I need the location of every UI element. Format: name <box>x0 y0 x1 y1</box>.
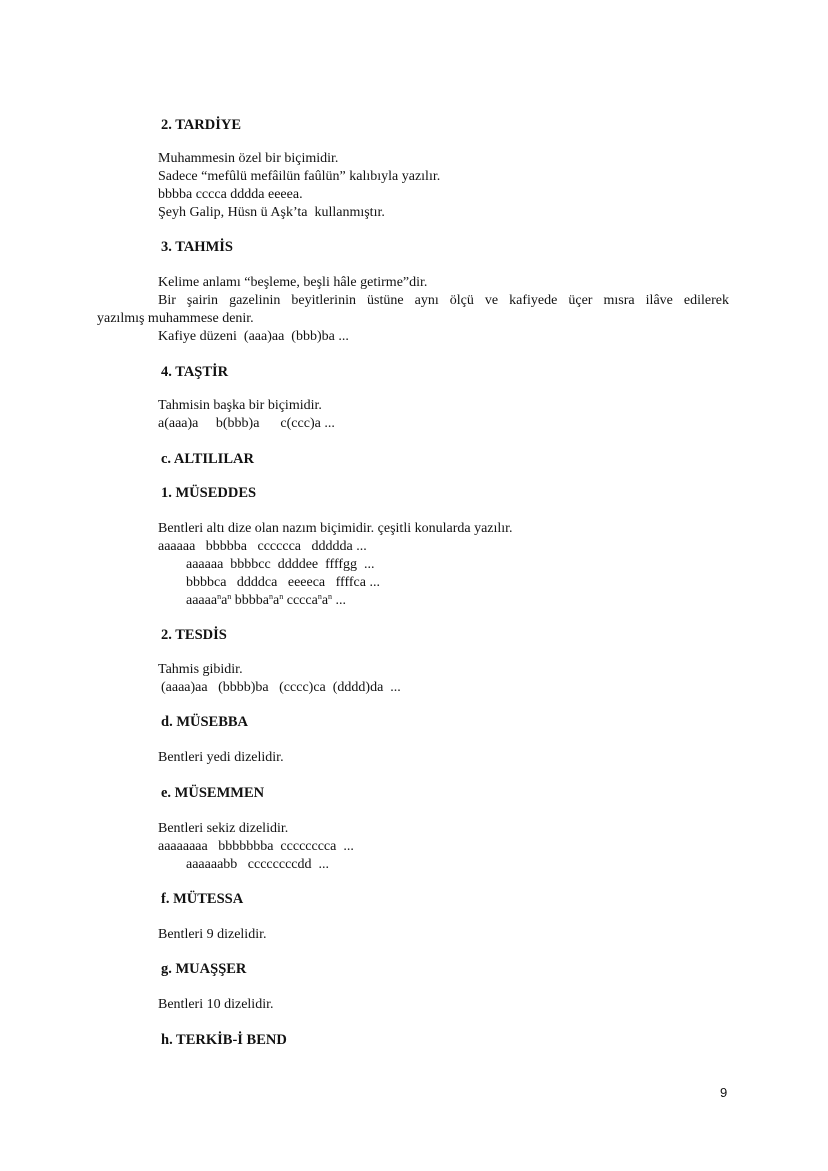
text-line: aaaaaaaa bbbbbbba cccccccca ... <box>158 839 354 854</box>
superscript: n <box>328 592 333 601</box>
heading-terkib-i-bend: h. TERKİB-İ BEND <box>161 1032 287 1048</box>
text-segment: a <box>321 593 329 608</box>
superscript: n <box>269 592 274 601</box>
text-line: Bentleri 9 dizelidir. <box>158 927 267 942</box>
text-line: Tahmisin başka bir biçimidir. <box>158 398 322 413</box>
superscript: n <box>217 592 222 601</box>
text-segment: ... <box>332 593 347 608</box>
heading-museddes: 1. MÜSEDDES <box>161 485 257 501</box>
page-number: 9 <box>720 1085 728 1100</box>
text-line: Kelime anlamı “beşleme, beşli hâle getirme”dir. <box>158 275 428 290</box>
text-line: Muhammesin özel bir biçimidir. <box>158 151 339 166</box>
heading-musebba: d. MÜSEBBA <box>161 714 249 730</box>
rhyme-scheme-superscript-line <box>186 592 346 610</box>
text-segment: bbbba <box>231 593 270 608</box>
heading-musemmen: e. MÜSEMMEN <box>161 785 265 801</box>
text-line: Kafiye düzeni (aaa)aa (bbb)ba ... <box>158 329 349 344</box>
text-segment: aaaaa <box>186 593 218 608</box>
heading-tesdis: 2. TESDİS <box>161 627 227 643</box>
text-line: aaaaaabb ccccccccdd ... <box>186 857 329 872</box>
heading-tastir: 4. TAŞTİR <box>161 364 229 380</box>
text-line: Sadece “mefûlü mefâilün faûlün” kalıbıyla yazılır. <box>158 169 441 184</box>
text-line: Bentleri yedi dizelidir. <box>158 750 284 765</box>
text-line: aaaaaa bbbbba cccccca ddddda ... <box>158 539 367 554</box>
heading-tahmis: 3. TAHMİS <box>161 239 233 255</box>
text-segment: a <box>273 593 280 608</box>
text-segment: cccca <box>283 593 318 608</box>
text-line: Bir şairin gazelinin beyitlerinin üstüne aynı ölçü ve kafiyede üçer mısra ilâve edilerek <box>158 293 729 308</box>
superscript: n <box>317 592 322 601</box>
text-line: bbbbca ddddca eeeeca ffffca ... <box>186 575 380 590</box>
text-line: Şeyh Galip, Hüsn ü Aşk’ta kullanmıştır. <box>158 205 385 220</box>
superscript: n <box>279 592 284 601</box>
heading-muasser: g. MUAŞŞER <box>161 961 247 977</box>
text-line: aaaaaa bbbbcc ddddee ffffgg ... <box>186 557 375 572</box>
heading-altililar: c. ALTILILAR <box>161 451 254 467</box>
superscript: n <box>227 592 232 601</box>
text-line: bbbba cccca dddda eeeea. <box>158 187 303 202</box>
text-line: Bentleri sekiz dizelidir. <box>158 821 289 836</box>
text-line: Bentleri 10 dizelidir. <box>158 997 274 1012</box>
heading-tardiye: 2. TARDİYE <box>161 117 242 133</box>
text-line: Bentleri altı dize olan nazım biçimidir. çeşitli konularda yazılır. <box>158 521 513 536</box>
heading-mutessa: f. MÜTESSA <box>161 891 244 907</box>
text-segment: a <box>221 593 228 608</box>
text-line: Tahmis gibidir. <box>158 662 243 677</box>
text-line: (aaaa)aa (bbbb)ba (cccc)ca (dddd)da ... <box>161 680 401 695</box>
text-line: yazılmış muhammese denir. <box>97 311 254 326</box>
text-line: a(aaa)a b(bbb)a c(ccc)a ... <box>158 416 335 431</box>
